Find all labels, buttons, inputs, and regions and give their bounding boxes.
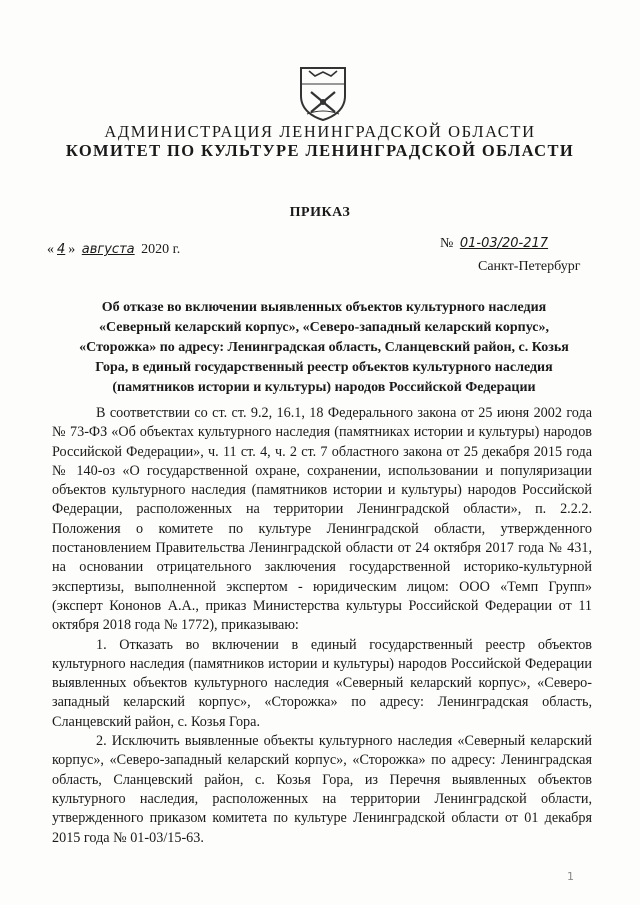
date-year: 2020 г. [141, 242, 181, 257]
document-type: ПРИКАЗ [289, 205, 351, 220]
header-administration: АДМИНИСТРАЦИЯ ЛЕНИНГРАДСКОЙ ОБЛАСТИ [104, 122, 536, 141]
document-date: « 4 » августа 2020 г. [47, 242, 181, 257]
header-committee: КОМИТЕТ ПО КУЛЬТУРЕ ЛЕНИНГРАДСКОЙ ОБЛАСТИ [65, 141, 575, 160]
number-prefix: № [440, 236, 454, 251]
document-number [440, 236, 551, 252]
date-month: августа [81, 242, 135, 257]
coat-of-arms-icon [297, 62, 349, 122]
document-title: Об отказе во включении выявленных объектов культурного наследия «Северный келарский корпус», «Северо-западный келарский корпус», «Сторожка» по адресу: Ленинградская область, Сланцевский район, с. Козья Гора, в единый государственный реестр объектов культурного наследия (памятников истории и культуры) народов Российской Федерации [79, 300, 569, 395]
document-body [52, 404, 592, 848]
paragraph-item-2: 2. Исключить выявленные объекты культурного наследия «Северный келарский корпус», «Северо-западный келарский корпус», «Сторожка» по адресу: Ленинградская область, Сланцевский район, с. Козья Гора, из Перечня выявленных объектов культурного наследия, расположенных на территории Ленинградской области, утвержденного приказом комитета по культуре Ленинградской области от 01 декабря 2015 года № 01-03/15-63. [52, 733, 592, 846]
number-value: 01-03/20-217 [459, 236, 549, 251]
date-day: 4 [57, 242, 66, 257]
paragraph-item-1: 1. Отказать во включении в единый государственный реестр объектов культурного наследия (памятников истории и культуры) народов Российской Федерации выявленных объектов культурного наследия «Северный келарский корпус», «Северо-западный келарский корпус», «Сторожка» по адресу: Ленинградская область, Сланцевский район, с. Козья Гора. [52, 636, 592, 730]
page-mark: 1 [567, 870, 574, 883]
document-city: Санкт-Петербург [478, 259, 581, 274]
paragraph-preamble: В соответствии со ст. ст. 9.2, 16.1, 18 Федерального закона от 25 июня 2002 года № 73-ФЗ «Об объектах культурного наследия (памятниках истории и культуры) народов Российской Федерации», ч. 11 ст. 4, ч. 2 ст. 7 областного закона от 25 декабря 2015 года № 140-оз «О государственной охране, сохранении, использовании и популяризации объектов культурного наследия (памятников истории и культуры) народов Российской Федерации, расположенных на территории Ленинградской области», п. 2.2.2. Положения о комитете по культуре Ленинградской области, утвержденного постановлением Правительства Ленинградской области от 24 октября 2017 года № 431, на основании отрицательного заключения государственной историко-культурной экспертизы, выполненной экспертом - юридическим лицом: ООО «Темп Групп» (эксперт Кононов А.А., приказ Министерства культуры Российской Федерации от 11 октября 2018 года № 1772), приказываю: [52, 405, 592, 634]
